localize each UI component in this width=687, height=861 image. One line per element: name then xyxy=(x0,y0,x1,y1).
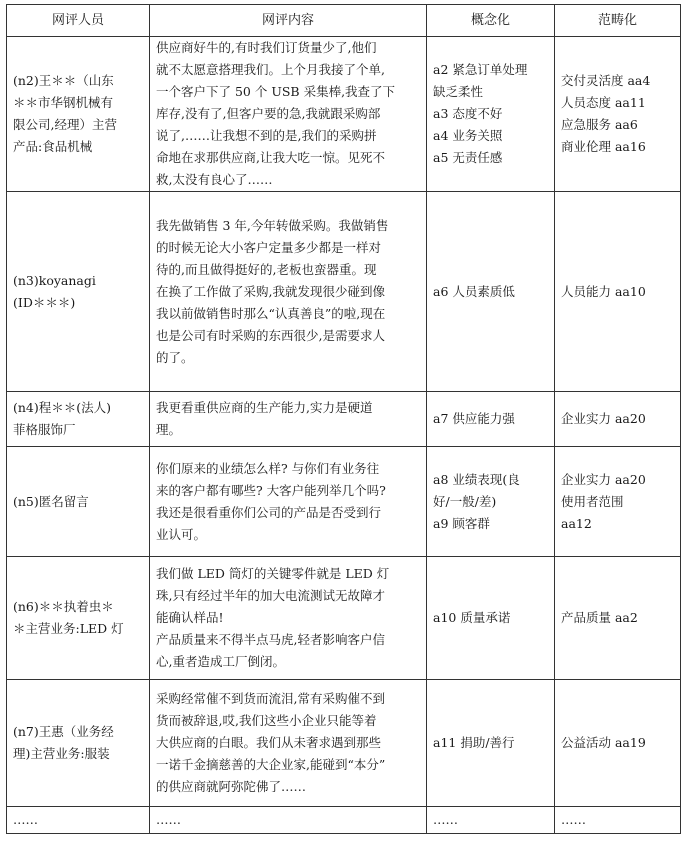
concept-line: a5 无责任感 xyxy=(433,150,503,165)
content-line: 理。 xyxy=(156,422,182,437)
reviewer-line: 限公司,经理）主营 xyxy=(13,117,117,132)
content-cell xyxy=(150,557,427,680)
concept-line: a10 质量承诺 xyxy=(433,610,511,625)
table-row xyxy=(7,392,681,447)
category-cell xyxy=(555,192,681,392)
content-line: 业认可。 xyxy=(156,526,207,542)
content-line: 我以前做销售时那么“认真善良”的啦,现在 xyxy=(156,305,386,321)
content-line: 在换了工作做了采购,我就发现很少碰到像 xyxy=(156,283,385,299)
category-cell xyxy=(555,392,681,447)
reviewer-line: ＊＊市华钢机械有 xyxy=(13,95,114,110)
concept-cell xyxy=(427,680,555,807)
reviewer-cell xyxy=(7,807,150,834)
content-line: 珠,只有经过半年的加大电流测试无故障才 xyxy=(156,588,385,603)
category-line: …… xyxy=(561,812,586,827)
content-line: 一诺千金摘慈善的大企业家,能碰到“本分” xyxy=(156,757,386,772)
content-line: 的时候无论大小客户定量多少都是一样对 xyxy=(156,239,382,255)
concept-cell xyxy=(427,447,555,557)
concept-line: a4 业务关照 xyxy=(433,128,503,143)
header-concept: 概念化 xyxy=(427,5,555,37)
reviewer-line: (n3)koyanagi xyxy=(13,272,96,288)
content-line: 一个客户下了 50 个 USB 采集棒,我查了下 xyxy=(156,84,396,99)
reviewer-cell xyxy=(7,192,150,392)
table-row xyxy=(7,447,681,557)
content-cell xyxy=(150,447,427,557)
content-line: 大供应商的白眼。我们从未奢求遇到那些 xyxy=(156,735,382,750)
table-row xyxy=(7,192,681,392)
reviewer-line: (ID＊＊＊) xyxy=(13,294,76,310)
table-row xyxy=(7,557,681,680)
concept-cell xyxy=(427,192,555,392)
category-line: 商业伦理 aa16 xyxy=(561,139,646,154)
category-line: 公益活动 aa19 xyxy=(561,735,646,750)
category-line: aa12 xyxy=(561,515,592,531)
category-cell xyxy=(555,37,681,192)
category-line: 产品质量 aa2 xyxy=(561,610,638,625)
content-line: 我更看重供应商的生产能力,实力是硬道 xyxy=(156,400,373,415)
concept-cell xyxy=(427,392,555,447)
concept-line: a6 人员素质低 xyxy=(433,283,515,299)
table-row xyxy=(7,680,681,807)
table-row xyxy=(7,807,681,834)
content-line: 产品质量来不得半点马虎,轻者影响客户信 xyxy=(156,632,385,647)
content-line: 我还是很看重你们公司的产品是否受到行 xyxy=(156,504,382,520)
reviewer-cell xyxy=(7,447,150,557)
concept-line: a11 捐助/善行 xyxy=(433,735,515,750)
reviewer-line: (n5)匿名留言 xyxy=(13,493,89,509)
content-line: 来的客户都有哪些? 大客户能列举几个吗? xyxy=(156,482,386,498)
category-cell xyxy=(555,447,681,557)
content-line: 供应商好牛的,有时我们订货量少了,他们 xyxy=(156,40,377,55)
concept-cell xyxy=(427,557,555,680)
content-line: 说了,……让我想不到的是,我们的采购拼 xyxy=(156,128,377,143)
content-line: 也是公司有时采购的东西很少,是需要求人 xyxy=(156,327,385,343)
content-line: 的供应商就阿弥陀佛了…… xyxy=(156,779,307,794)
header-row xyxy=(7,5,681,37)
content-line: 就不太愿意搭理我们。上个月我接了个单, xyxy=(156,62,385,77)
content-line: 货而被辞退,哎,我们这些小企业只能等着 xyxy=(156,713,377,728)
reviewer-line: (n4)程＊＊(法人) xyxy=(13,400,112,415)
reviewer-line: 菲格服饰厂 xyxy=(13,422,76,437)
concept-line: a8 业绩表现(良 xyxy=(433,471,520,487)
category-line: 人员能力 aa10 xyxy=(561,283,646,299)
category-line: 交付灵活度 aa4 xyxy=(561,73,651,88)
reviewer-cell xyxy=(7,37,150,192)
content-cell xyxy=(150,192,427,392)
content-line: …… xyxy=(156,812,181,827)
concept-line: …… xyxy=(433,812,458,827)
content-line: 库存,没有了,但客户要的急,我就跟采购部 xyxy=(156,106,381,121)
category-line: 企业实力 aa20 xyxy=(561,471,646,487)
reviewer-cell xyxy=(7,680,150,807)
content-line: 能确认样品! xyxy=(156,610,224,625)
header-content: 网评内容 xyxy=(150,5,427,37)
content-cell xyxy=(150,392,427,447)
content-line: 采购经常催不到货而流泪,常有采购催不到 xyxy=(156,691,385,706)
reviewer-line: (n6)＊＊执着虫＊ xyxy=(13,599,114,614)
header-reviewer: 网评人员 xyxy=(7,5,150,37)
reviewer-line: (n7)王惠（业务经 xyxy=(13,724,114,739)
table-row xyxy=(7,37,681,192)
header-category: 范畴化 xyxy=(555,5,681,37)
concept-cell xyxy=(427,37,555,192)
concept-line: a7 供应能力强 xyxy=(433,411,515,426)
content-cell xyxy=(150,37,427,192)
concept-line: a2 紧急订单处理 xyxy=(433,62,528,77)
concept-cell xyxy=(427,807,555,834)
reviewer-line: 理)主营业务:服装 xyxy=(13,746,110,761)
content-line: 救,太没有良心了…… xyxy=(156,172,273,187)
reviewer-line: 产品:食品机械 xyxy=(13,139,93,154)
category-line: 企业实力 aa20 xyxy=(561,411,646,426)
reviewer-cell xyxy=(7,392,150,447)
category-cell xyxy=(555,680,681,807)
category-line: 应急服务 aa6 xyxy=(561,117,638,132)
content-cell xyxy=(150,807,427,834)
content-cell xyxy=(150,680,427,807)
concept-line: a9 顾客群 xyxy=(433,515,490,531)
category-line: 人员态度 aa11 xyxy=(561,95,646,110)
concept-line: 好/一般/差) xyxy=(433,493,497,509)
content-line: 待的,而且做得挺好的,老板也蛮器重。现 xyxy=(156,261,377,277)
content-line: 我们做 LED 筒灯的关键零件就是 LED 灯 xyxy=(156,566,390,581)
content-line: 命地在求那供应商,让我大吃一惊。见死不 xyxy=(156,150,385,165)
content-line: 的了。 xyxy=(156,349,194,365)
reviewer-line: ＊主营业务:LED 灯 xyxy=(13,621,124,636)
content-line: 你们原来的业绩怎么样? 与你们有业务往 xyxy=(156,460,380,476)
reviewer-line: (n2)王＊＊（山东 xyxy=(13,73,114,88)
concept-line: 缺乏柔性 xyxy=(433,84,484,99)
category-cell xyxy=(555,557,681,680)
content-line: 我先做销售 3 年,今年转做采购。我做销售 xyxy=(156,217,389,233)
reviewer-cell xyxy=(7,557,150,680)
reviewer-line: …… xyxy=(13,812,38,827)
category-line: 使用者范围 xyxy=(561,493,624,509)
concept-line: a3 态度不好 xyxy=(433,106,503,121)
content-line: 心,重者造成工厂倒闭。 xyxy=(156,654,285,669)
category-cell xyxy=(555,807,681,834)
coding-table xyxy=(6,4,681,834)
